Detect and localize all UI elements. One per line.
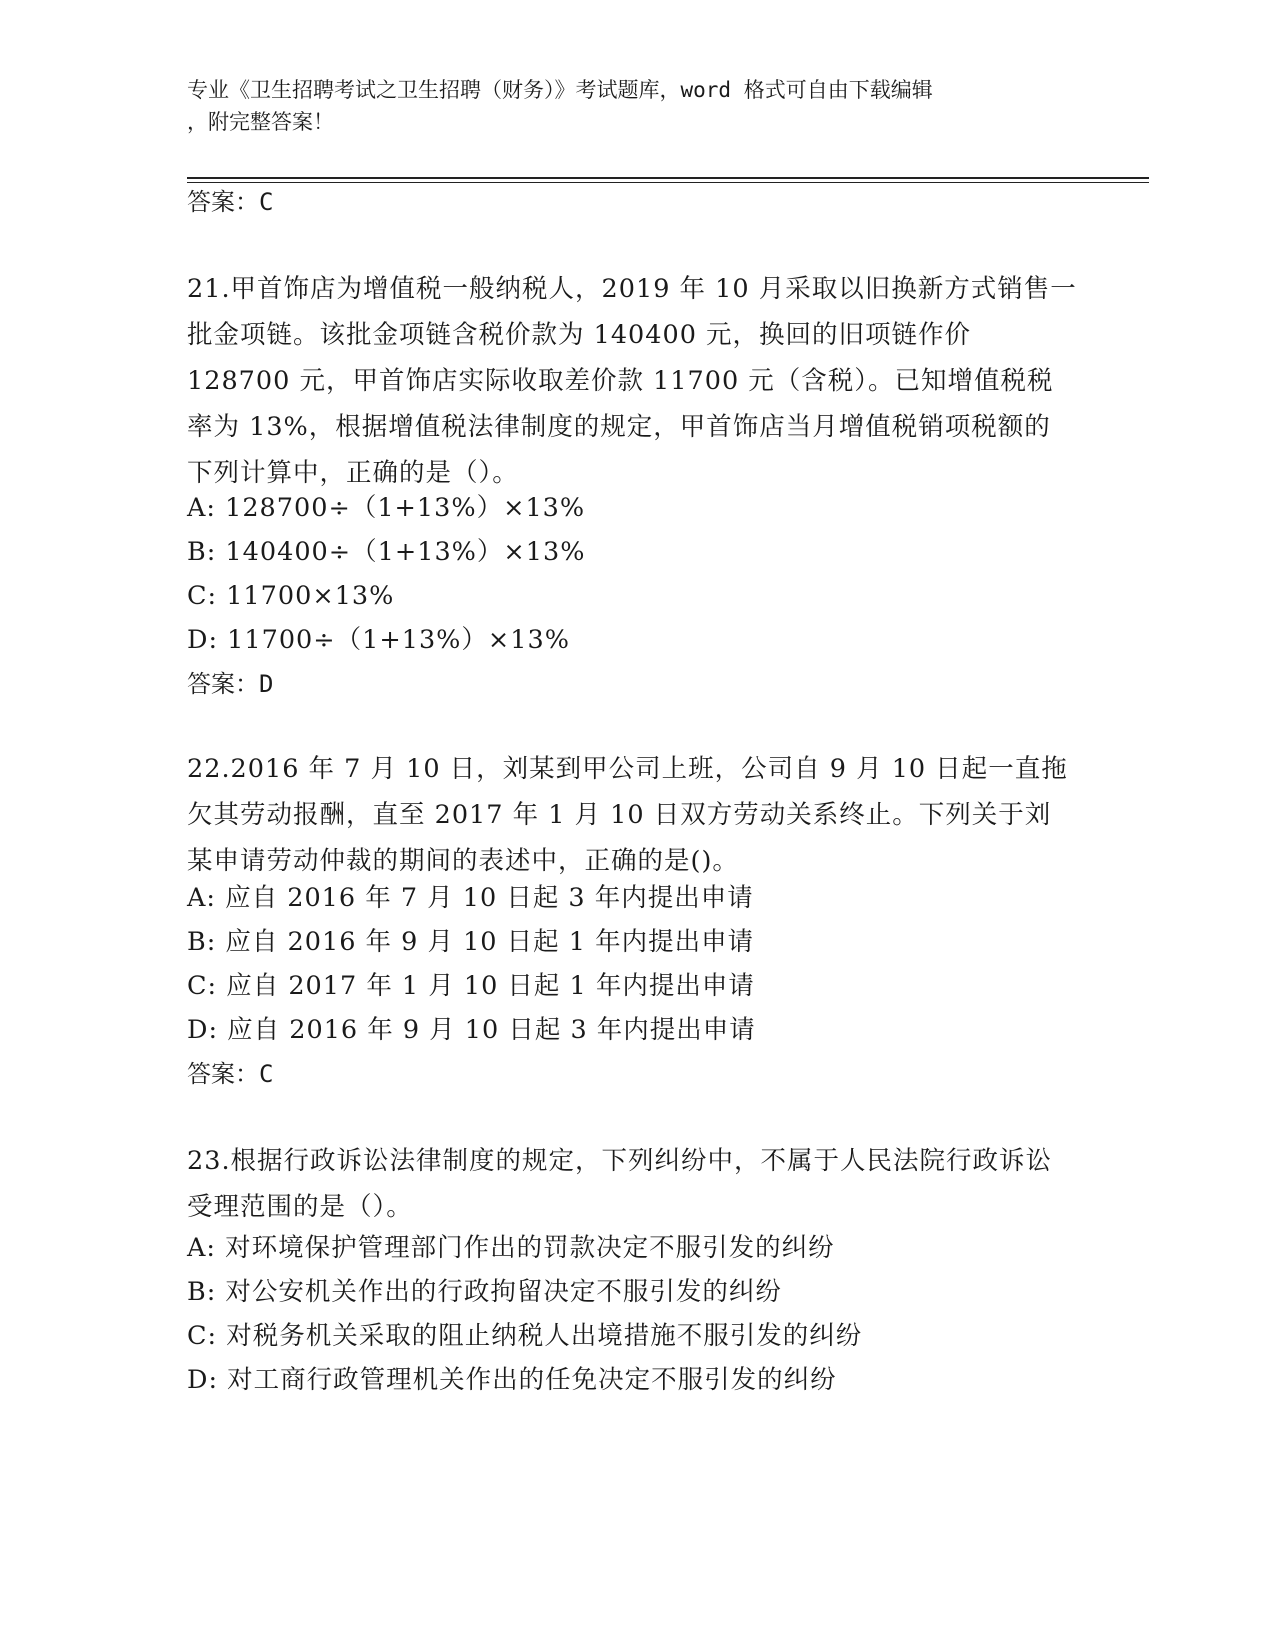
question-22-answer: 答案：C (187, 1060, 274, 1088)
question-21-option-b: B: 140400÷（1+13%）×13% (187, 537, 586, 567)
answer-previous: 答案：C (187, 188, 274, 216)
question-21-option-c: C: 11700×13% (187, 581, 395, 611)
question-21-stem: 21.甲首饰店为增值税一般纳税人，2019 年 10 月采取以旧换新方式销售一批金项链。该批金项链含税价款为 140400 元，换回的旧项链作价 128700 元，甲首饰店实际收取差价款 11700 元（含税）。已知增值税税率为 13%，根据增值税法律制度的规定，甲首饰店当月增值税销项税额的下列计算中，正确的是（）。 (187, 274, 1077, 488)
question-22-option-b: B: 应自 2016 年 9 月 10 日起 1 年内提出申请 (187, 927, 755, 957)
document-header (187, 74, 1067, 138)
header-rule-thin (187, 182, 1149, 183)
question-22-option-d: D: 应自 2016 年 9 月 10 日起 3 年内提出申请 (187, 1015, 756, 1045)
question-21-option-a: A: 128700÷（1+13%）×13% (187, 493, 586, 523)
question-21-answer: 答案：D (187, 670, 274, 698)
question-23-option-c: C: 对税务机关采取的阻止纳税人出境措施不服引发的纠纷 (187, 1321, 863, 1351)
question-22-stem: 22.2016 年 7 月 10 日，刘某到甲公司上班，公司自 9 月 10 日起一直拖欠其劳动报酬，直至 2017 年 1 月 10 日双方劳动关系终止。下列关于刘某申请劳动仲裁的期间的表述中，正确的是()。 (187, 754, 1068, 876)
question-23-option-b: B: 对公安机关作出的行政拘留决定不服引发的纠纷 (187, 1277, 782, 1307)
question-22-option-c: C: 应自 2017 年 1 月 10 日起 1 年内提出申请 (187, 971, 755, 1001)
question-23-option-a: A: 对环境保护管理部门作出的罚款决定不服引发的纠纷 (187, 1233, 835, 1263)
question-21-option-d: D: 11700÷（1+13%）×13% (187, 625, 570, 655)
question-22-option-a: A: 应自 2016 年 7 月 10 日起 3 年内提出申请 (187, 883, 754, 913)
question-23-stem: 23.根据行政诉讼法律制度的规定，下列纠纷中，不属于人民法院行政诉讼受理范围的是（）。 (187, 1146, 1053, 1222)
header-line-2: ，附完整答案！ (187, 110, 334, 134)
header-rule-thick (187, 177, 1149, 179)
header-line-1: 专业《卫生招聘考试之卫生招聘（财务）》考试题库，word 格式可自由下载编辑 (187, 78, 933, 102)
question-23-option-d: D: 对工商行政管理机关作出的任免决定不服引发的纠纷 (187, 1365, 837, 1395)
